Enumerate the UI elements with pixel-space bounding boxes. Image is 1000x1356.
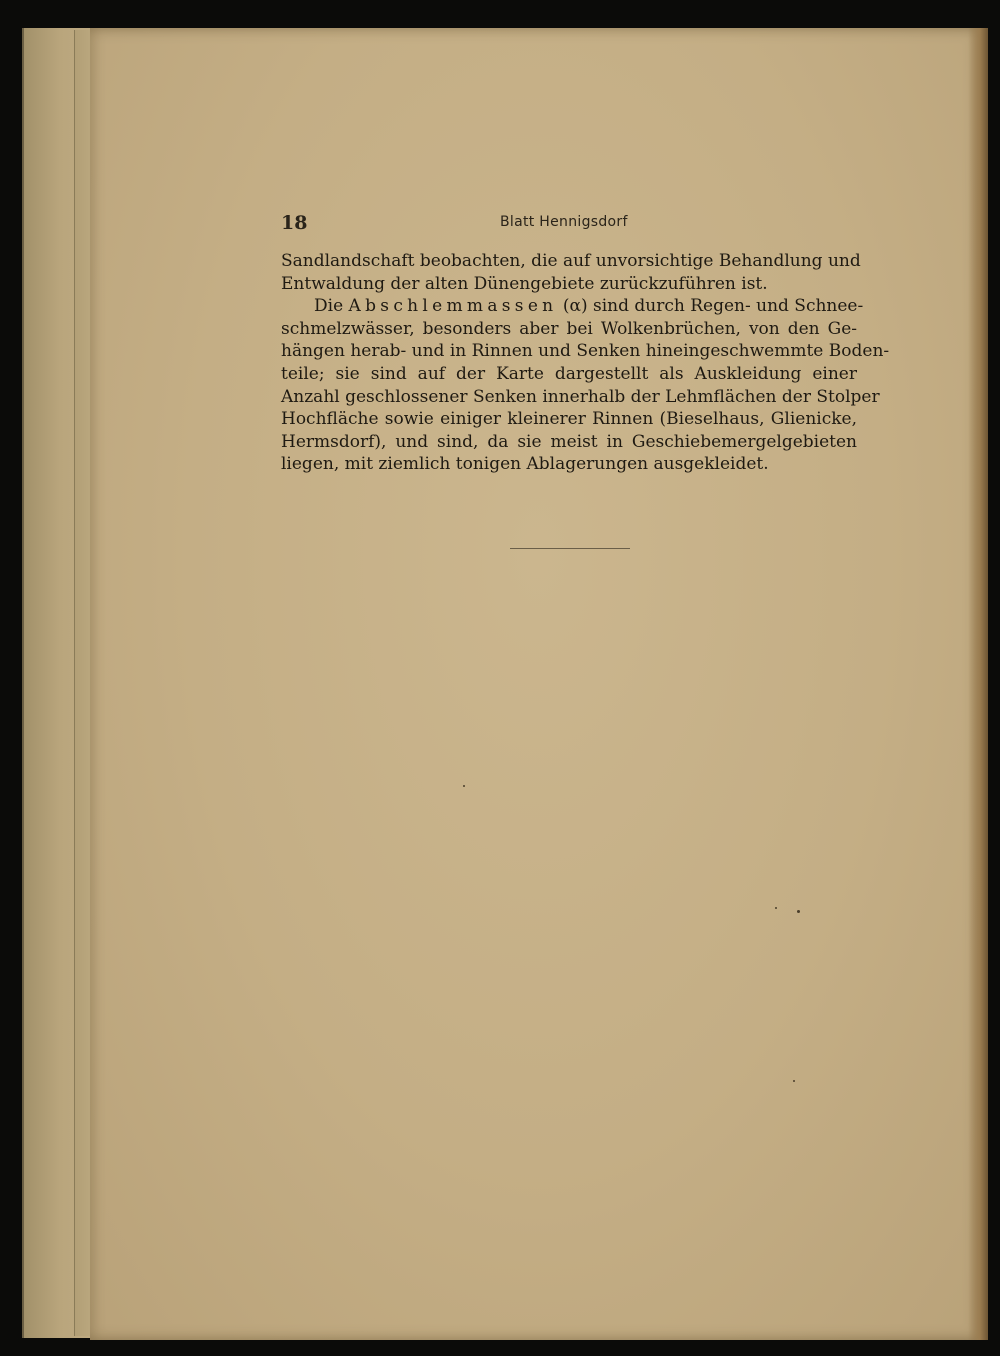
running-title: Blatt Hennigsdorf bbox=[500, 214, 628, 230]
text-line: hängen herab- und in Rinnen und Senken hineingeschwemmte Boden- bbox=[281, 341, 890, 362]
paper-speck bbox=[793, 1080, 795, 1082]
paper-speck bbox=[463, 785, 465, 787]
text-line: Entwaldung der alten Dünengebiete zurückzuführen ist. bbox=[281, 273, 768, 294]
emphasized-term: Abschlemmassen bbox=[348, 296, 558, 317]
text-line: teile; sie sind auf der Karte dargestellt als Auskleidung einer bbox=[281, 363, 857, 384]
map-symbol: (α) bbox=[562, 296, 588, 317]
text-line-rest: sind durch Regen- und Schnee- bbox=[593, 296, 864, 317]
paragraph-lead: Die bbox=[314, 296, 344, 317]
text-line: Anzahl geschlossener Senken innerhalb der Lehmflächen der Stolper bbox=[281, 386, 880, 407]
paper-speck bbox=[775, 907, 777, 909]
text-line: Hermsdorf), und sind, da sie meist in Geschiebemergelgebieten bbox=[281, 431, 857, 452]
page-header bbox=[281, 208, 857, 238]
text-line: schmelzwässer, besonders aber bei Wolkenbrüchen, von den Ge- bbox=[281, 318, 857, 339]
text-line: Hochfläche sowie einiger kleinerer Rinnen (Bieselhaus, Glienicke, bbox=[281, 409, 857, 430]
paper-speck bbox=[797, 910, 800, 913]
text-line: liegen, mit ziemlich tonigen Ablagerungen ausgekleidet. bbox=[281, 454, 769, 475]
page-gutter-shadow bbox=[968, 28, 988, 1340]
section-divider bbox=[510, 548, 630, 549]
text-line: Sandlandschaft beobachten, die auf unvorsichtige Behandlung und bbox=[281, 251, 861, 271]
page-number: 18 bbox=[281, 212, 308, 234]
paragraph-opening-line bbox=[281, 295, 864, 318]
body-text bbox=[281, 250, 890, 476]
